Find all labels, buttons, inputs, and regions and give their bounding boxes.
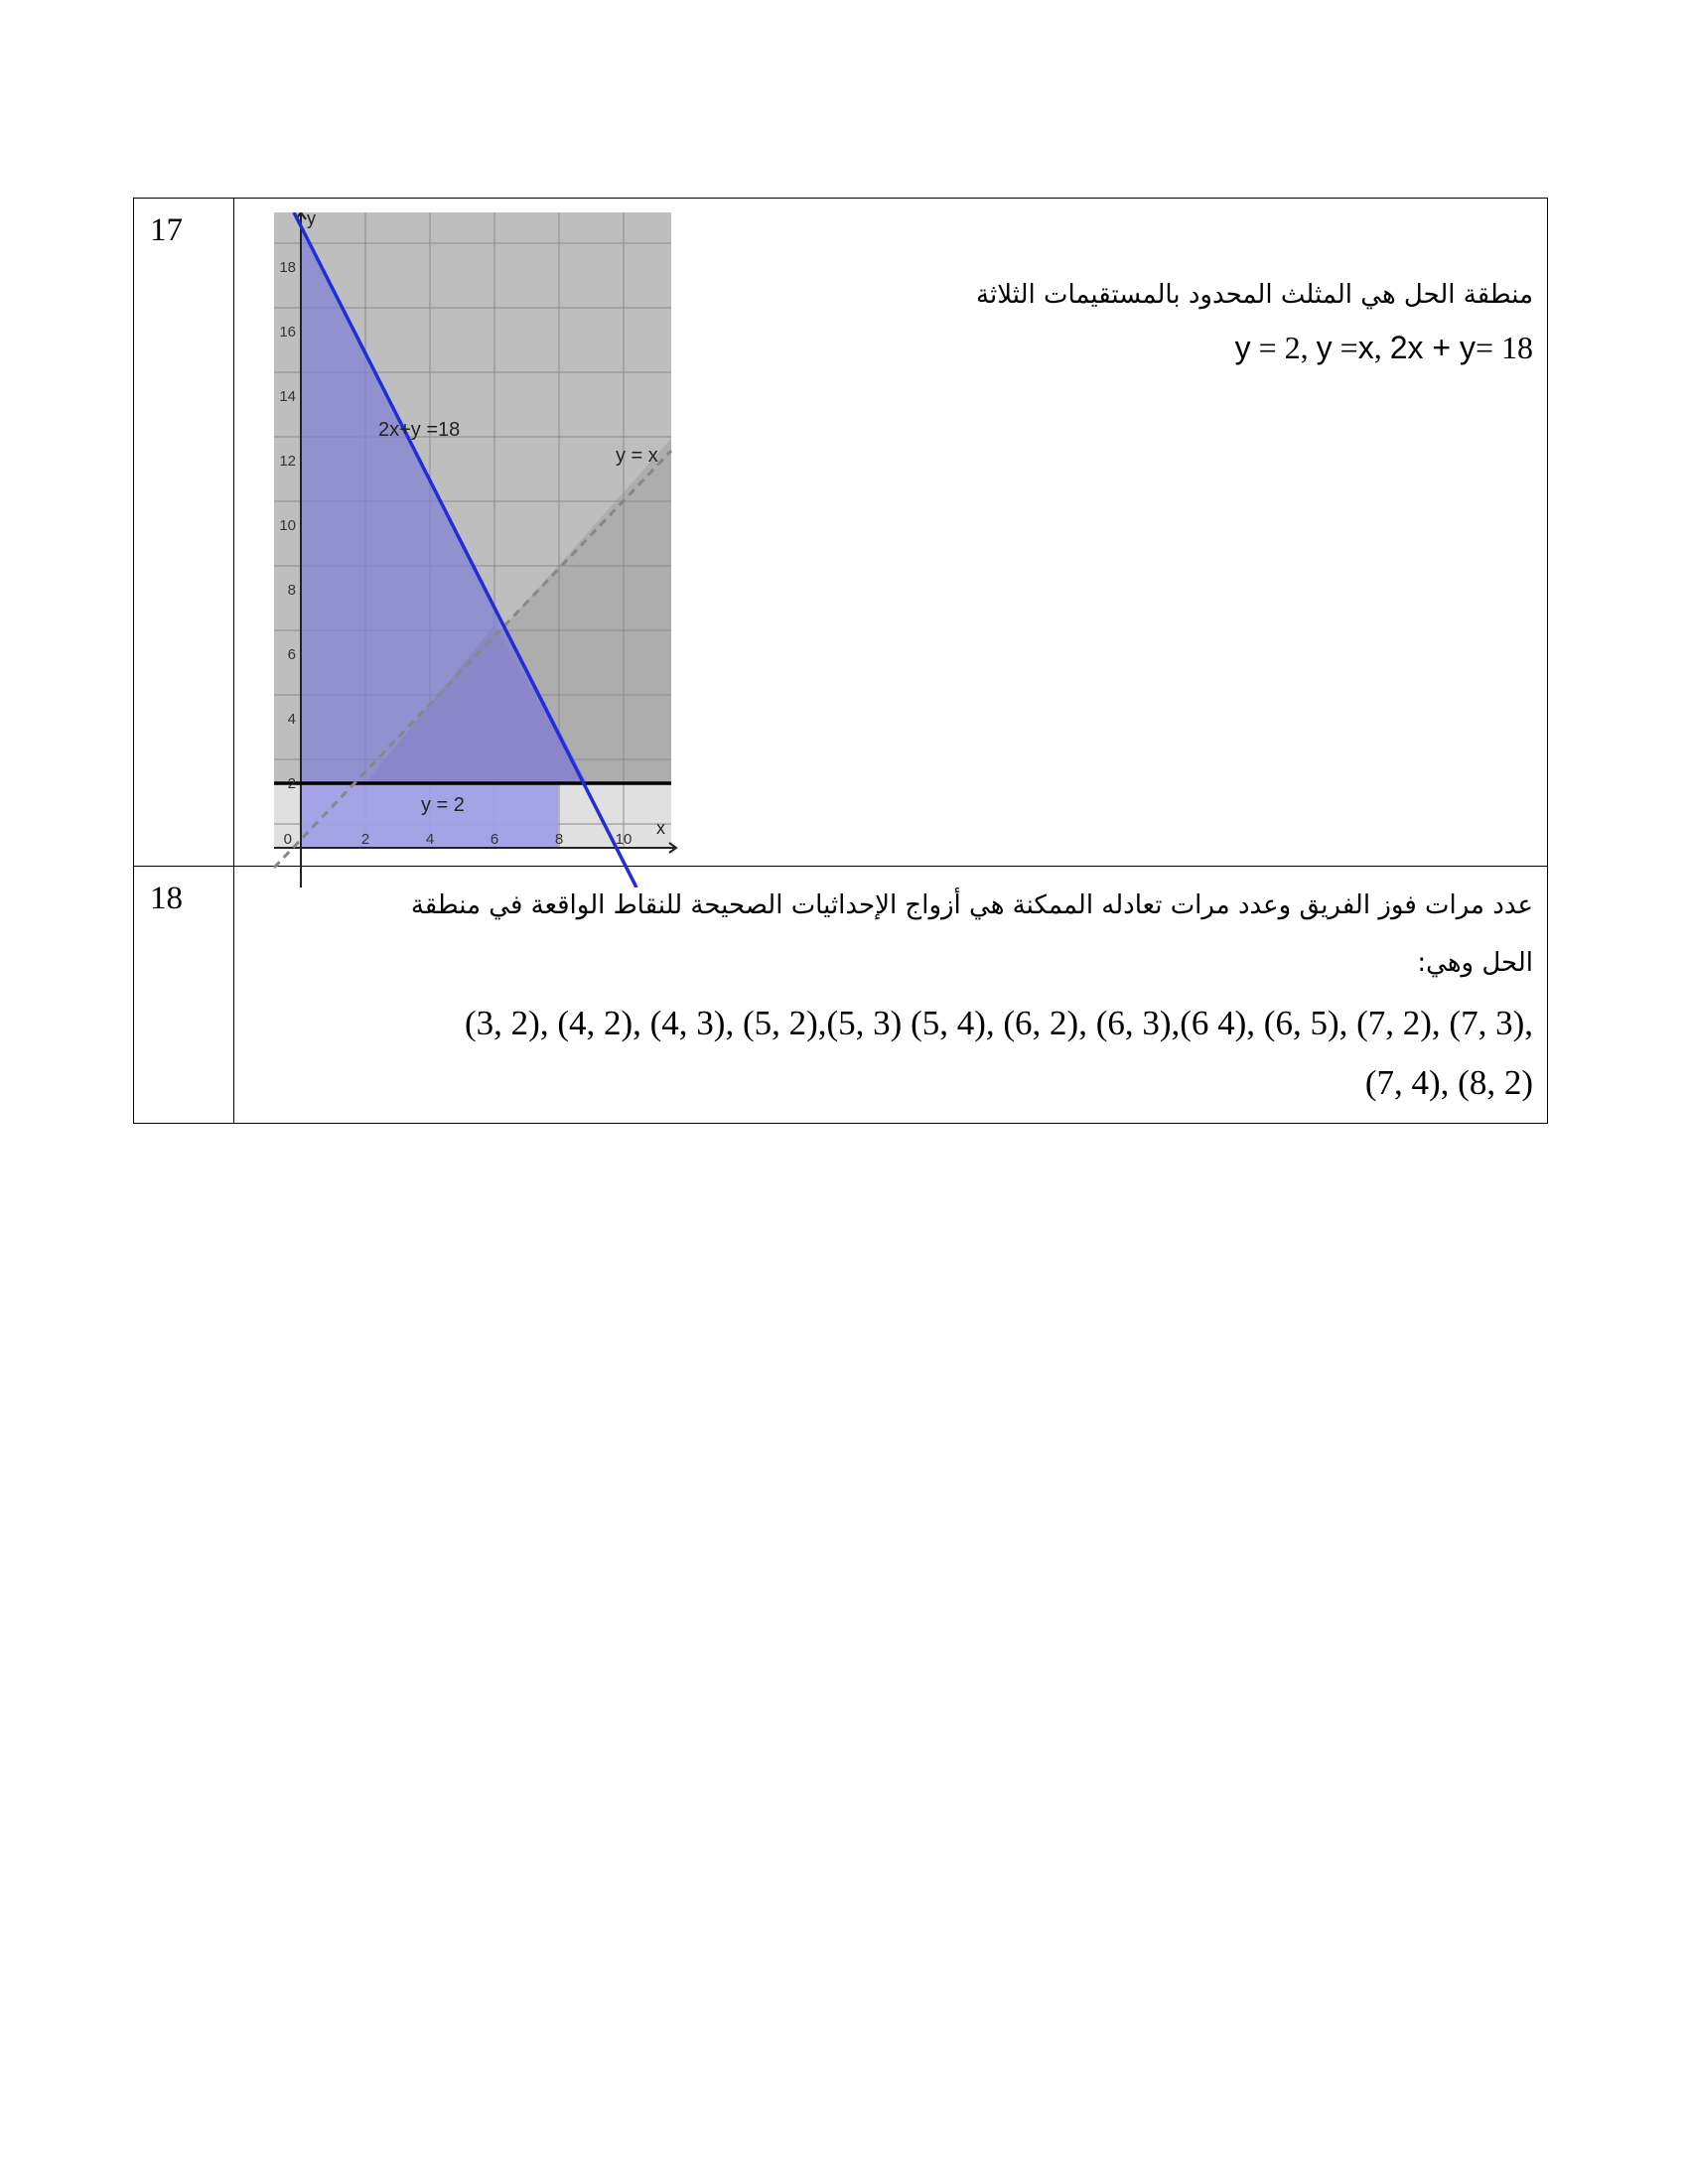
x-tick-label: 2 [360,831,370,848]
x-tick-label: 6 [490,831,499,848]
solution-region-text: منطقة الحل هي المثلث المحدود بالمستقيمات الثلاثة [976,280,1533,310]
table-row [134,199,1548,867]
equation-1-var: y [1234,330,1251,365]
x-axis-label: x [656,818,665,838]
equation-3-lhs: 2x + y [1389,330,1476,365]
row-content-cell [234,199,1548,867]
y-tick-label: 2 [287,775,296,792]
y-tick-label: 6 [287,646,296,663]
answer-text-line-2: الحل وهي: [1417,948,1533,978]
y-tick-label: 8 [287,582,296,599]
x-tick-label: 0 [283,831,292,848]
coordinate-pairs-line-1: (3, 2), (4, 2), (4, 3), (5, 2),(5, 3) (5, 4), (6, 2), (6, 3),(6 4), (6, 5), (7, 2), (7, 3), [465,1004,1533,1042]
x-tick-label: 4 [425,831,435,848]
y-tick-label: 12 [279,453,296,470]
row-number: 18 [150,881,183,916]
table-row [134,867,1548,1124]
answer-text-line-1: عدد مرات فوز الفريق وعدد مرات تعادله الممكنة هي أزواج الإحداثيات الصحيحة للنقاط الواقعة في منطقة [410,890,1533,920]
equation-separator: , [1373,330,1390,365]
row-17-description [818,276,1533,367]
y-tick-label: 16 [279,324,296,341]
row-number-cell [134,199,234,867]
horizontal-line-label: y = 2 [421,794,465,816]
equation-2-var: y [1316,330,1333,365]
boundary-line-label: 2x+y =18 [378,419,461,441]
equation-1-rest: = 2, [1250,330,1317,365]
y-axis-label: y [307,212,316,228]
diagonal-line-label: y = x [616,445,658,467]
equation-3-rhs: = 18 [1475,330,1533,365]
y-tick-label: 4 [287,711,296,728]
answers-table [133,198,1548,1124]
coordinate-pairs-line-2: (7, 4), (8, 2) [1364,1063,1533,1102]
row-number: 17 [150,212,183,248]
y-tick-label: 14 [279,388,296,405]
y-tick-label: 10 [279,517,296,534]
x-tick-label: 10 [615,831,633,848]
row-number-cell [134,867,234,1124]
y-tick-label: 18 [279,259,296,276]
equations-line [818,328,1533,367]
row-content-cell [234,867,1548,1124]
x-tick-label: 8 [554,831,564,848]
solution-region-graph [274,212,691,887]
equation-2-rhs: x [1357,330,1374,365]
equation-2-eq: = [1332,330,1358,365]
